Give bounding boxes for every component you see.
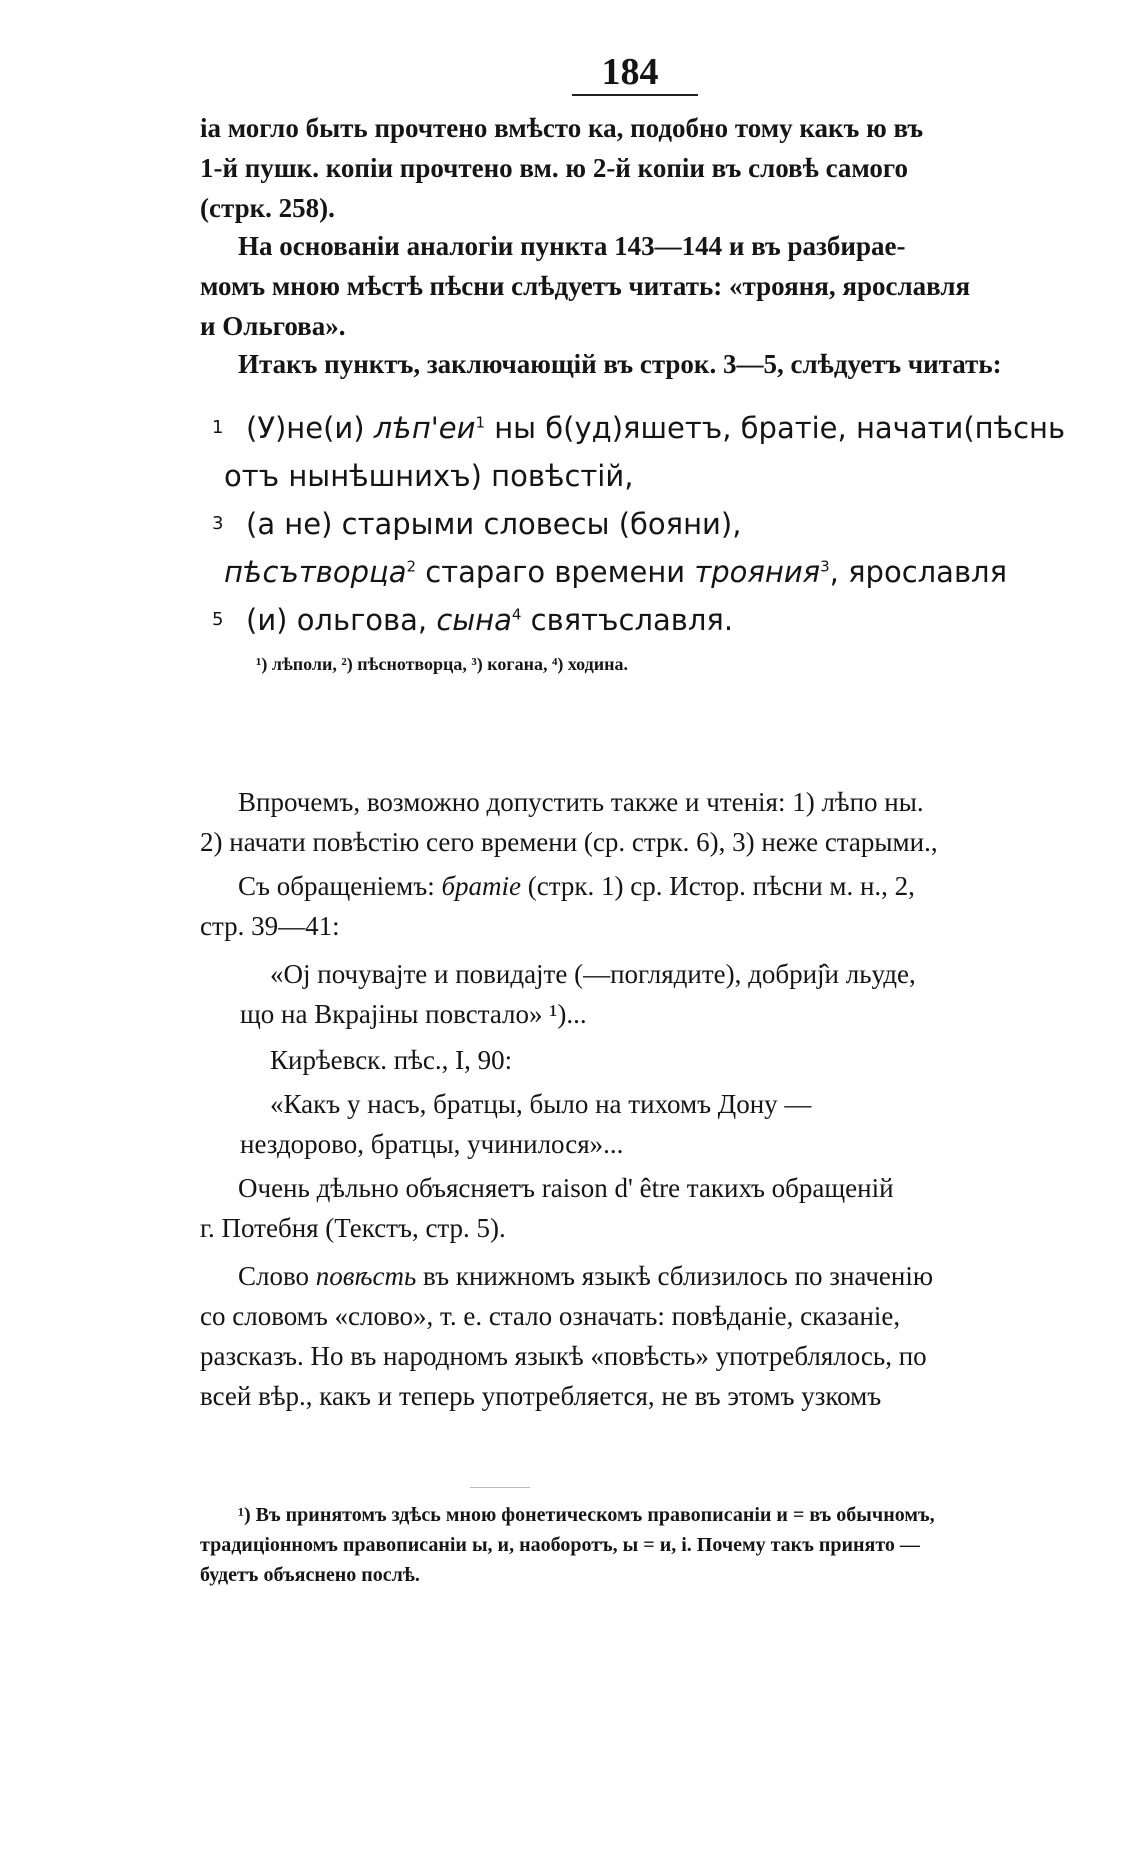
text-line: нездорово, братцы, учинилося»... bbox=[240, 1129, 624, 1159]
italic-span: повѣсть bbox=[315, 1261, 417, 1291]
paragraph-ochen bbox=[200, 1168, 1070, 1248]
text-line: г. Потебня (Текстъ, стр. 5). bbox=[200, 1213, 506, 1243]
text-line: разсказъ. Но въ народномъ языкѣ «повѣсть» употреблялось, по bbox=[200, 1341, 927, 1371]
page-number-rule bbox=[572, 94, 698, 96]
verse-text: , ярославля bbox=[829, 555, 1008, 589]
text-line bbox=[200, 866, 1070, 906]
text-line: «Ој почувајте и повидајте (—поглядите), добриј̂и льуде, bbox=[270, 959, 916, 989]
text-line: 1-й пушк. копіи прочтено вм. ю 2-й копіи въ словѣ самого bbox=[200, 153, 909, 183]
verse-line bbox=[220, 548, 1090, 596]
quote-russian bbox=[200, 1084, 1070, 1164]
paragraph-itak bbox=[200, 344, 1070, 384]
paragraph-s-obrasheniem bbox=[200, 866, 1070, 946]
text-line: Кирѣевск. пѣс., I, 90: bbox=[270, 1045, 513, 1075]
footnote-marker: 2 bbox=[406, 557, 417, 576]
text-line: Впрочемъ, возможно допустить также и чтенія: 1) лѣпо ны. bbox=[238, 787, 924, 817]
paragraph-vprochem bbox=[200, 782, 1070, 862]
footnote-line: ¹) Въ принятомъ здѣсь мною фонетическомъ правописаніи и = въ обычномъ, bbox=[238, 1504, 935, 1526]
verse-line-number: 3 bbox=[212, 513, 224, 534]
text-line: всей вѣр., какъ и теперь употребляется, не въ этомъ узкомъ bbox=[200, 1381, 882, 1411]
verse-notes: ¹) лѣполи, ²) пѣснотворца, ³) когана, ⁴) ходина. bbox=[256, 654, 629, 674]
text-line: Очень дѣльно объясняетъ raison d' être такихъ обращеній bbox=[238, 1173, 894, 1203]
text-line: и Ольгова». bbox=[200, 311, 346, 341]
verse-text: святъславля. bbox=[521, 603, 734, 637]
text-line: ia могло быть прочтено вмѣсто ка, подобно тому какъ ю въ bbox=[200, 113, 924, 143]
verse-reconstruction bbox=[212, 404, 1090, 678]
text-span: въ книжномъ языкѣ сблизилось по значенію bbox=[416, 1261, 934, 1291]
text-line: що на Вкрајіны повстало» ¹)... bbox=[240, 999, 587, 1029]
text-line: «Какъ у насъ, братцы, было на тихомъ Дону — bbox=[270, 1089, 812, 1119]
verse-line bbox=[212, 404, 1090, 452]
verse-italic: трояния bbox=[694, 555, 821, 589]
paragraph-na-osnovanii bbox=[200, 226, 1070, 346]
italic-span: братіе bbox=[441, 871, 522, 901]
footnote-line: будетъ объяснено послѣ. bbox=[200, 1564, 420, 1586]
verse-line-number: 1 bbox=[212, 417, 224, 438]
text-line: со словомъ «слово», т. е. стало означать: повѣданіе, сказаніе, bbox=[200, 1301, 901, 1331]
footnote-marker: 1 bbox=[475, 413, 485, 432]
footnote-divider bbox=[470, 1487, 530, 1488]
verse-text: (У)не(и) bbox=[246, 411, 374, 445]
text-line: (стрк. 258). bbox=[200, 193, 335, 223]
verse-line-number: 5 bbox=[212, 609, 224, 630]
verse-italic: лѣп'еи bbox=[373, 411, 476, 445]
text-line: момъ мною мѣстѣ пѣсни слѣдуетъ читать: «трояня, ярославля bbox=[200, 271, 971, 301]
text-line: стр. 39—41: bbox=[200, 911, 340, 941]
verse-line bbox=[220, 452, 1090, 500]
verse-italic: сына bbox=[436, 603, 512, 637]
text-span: Съ обращеніемъ: bbox=[238, 871, 442, 901]
verse-italic: пѣсътворца bbox=[224, 555, 407, 589]
text-span: Слово bbox=[238, 1261, 316, 1291]
footnote bbox=[200, 1500, 1070, 1590]
verse-text: стараго времени bbox=[416, 555, 695, 589]
verse-line bbox=[212, 500, 1090, 548]
text-line bbox=[200, 1256, 1070, 1296]
quote-ukrainian bbox=[200, 954, 1070, 1034]
text-line: 2) начати повѣстію сего времени (ср. стрк. 6), 3) неже старыми., bbox=[200, 827, 938, 857]
kireevsky-reference bbox=[200, 1040, 1070, 1080]
footnote-line: традиціонномъ правописаніи ы, и, наоборотъ, ы = и, і. Почему такъ принято — bbox=[200, 1534, 920, 1556]
verse-text: (а не) старыми словесы (бояни), bbox=[246, 507, 742, 541]
footnote-marker: 4 bbox=[511, 605, 522, 624]
text-span: (стрк. 1) ср. Истор. пѣсни м. н., 2, bbox=[521, 871, 915, 901]
paragraph-slovo bbox=[200, 1256, 1070, 1416]
verse-text: (и) ольгова, bbox=[246, 603, 437, 637]
intro-paragraph bbox=[200, 108, 1070, 228]
verse-text: ны б(уд)яшетъ, братіе, начати(пѣснь bbox=[485, 411, 1066, 445]
text-line: На основаніи аналогіи пункта 143—144 и въ разбирае- bbox=[238, 231, 906, 261]
verse-text: отъ нынѣшнихъ) повѣстій, bbox=[224, 459, 634, 493]
footnote-marker: 3 bbox=[820, 557, 830, 576]
page-number: 184 bbox=[601, 51, 659, 93]
verse-line bbox=[212, 596, 1090, 644]
text-line: Итакъ пунктъ, заключающій въ строк. 3—5, слѣдуетъ читать: bbox=[238, 349, 1002, 379]
